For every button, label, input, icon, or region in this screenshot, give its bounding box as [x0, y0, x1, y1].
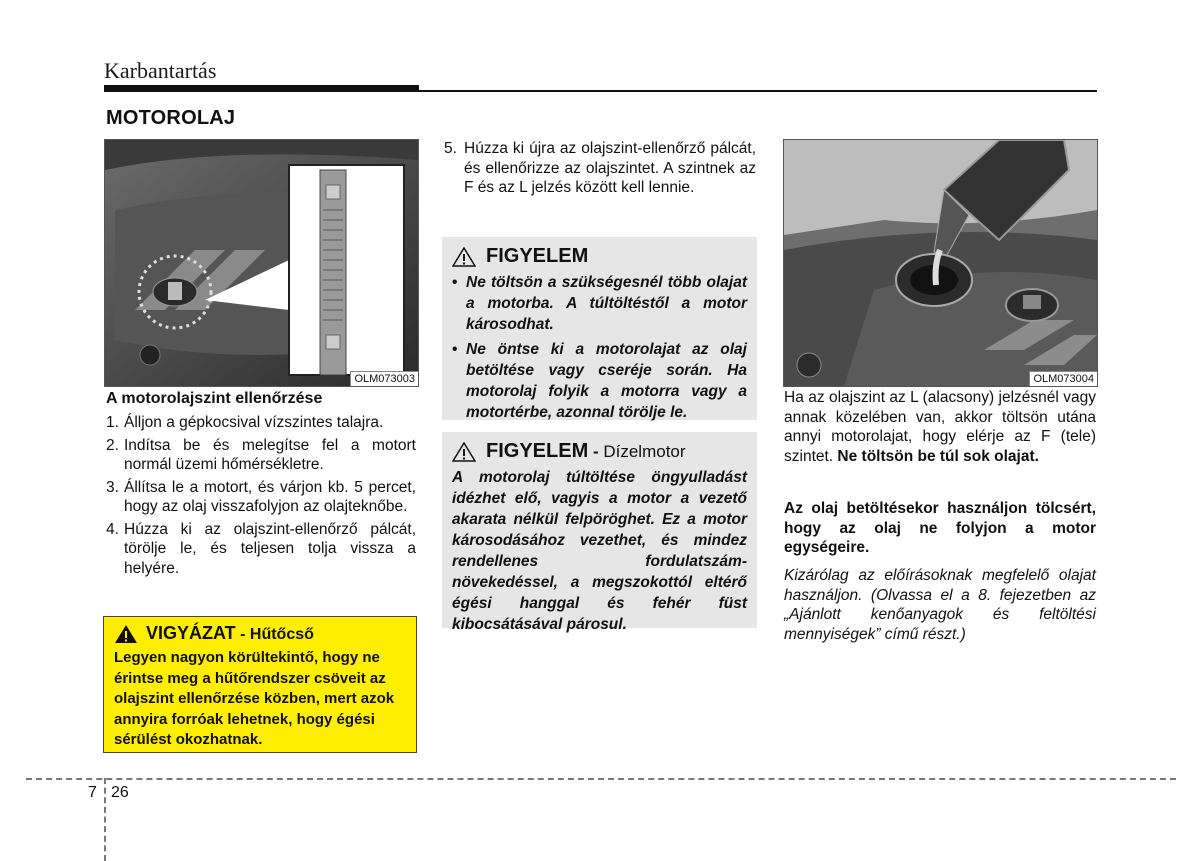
warning-dash: - [588, 442, 604, 461]
step-number: 1. [106, 414, 119, 431]
figure-code: OLM073004 [1029, 371, 1097, 386]
step-text: Álljon a gépkocsival vízszintes talajra. [124, 414, 384, 431]
caution-dash: - [235, 626, 250, 643]
step-text: Állítsa le a motort, és várjon kb. 5 percet, hogy az olaj visszafolyjon az olajteknőbe. [124, 478, 416, 515]
paragraph-funnel: Az olaj betöltésekor használjon tölcsért, hogy az olaj ne folyjon a motor egységeire. [784, 500, 1096, 556]
warning-text: A motorolaj túltöltése öngyulladást idézhet elő, vagyis a motor a vezető akarata nélkül felpöröghet. Ez a motor károsodásához vezethet, és mindez rendellenes fordulatszám-növekedéssel, a megszokottól eltérő égési hanggal és fehér füst kibocsátásával párosul. [452, 469, 747, 633]
warning-title [486, 440, 686, 463]
caution-header [114, 623, 406, 644]
list-item [106, 413, 416, 433]
warning-title: FIGYELEM [486, 245, 589, 267]
list-item [106, 478, 416, 517]
warning-box [442, 237, 757, 420]
paragraph-oil-level [784, 388, 1096, 466]
list-item [452, 339, 747, 423]
subheading: A motorolajszint ellenőrzése [106, 390, 323, 407]
bullet-text: Ne öntse ki a motorolajat az olaj betöltése vagy cseréje során. Ha motorolaj folyik a motorra vagy a motortérbe, azonnal törölje le. [466, 341, 747, 421]
section-title: MOTOROLAJ [106, 107, 236, 129]
list-item [106, 520, 416, 579]
warning-header [452, 440, 747, 463]
paragraph-oil-spec: Kizárólag az előírásoknak megfelelő olajat használjon. (Olvassa el a 8. fejezetben az „Ajánlott kenőanyagok és feltöltési mennyiségek” című részt.) [784, 567, 1096, 643]
step-text: Húzza ki az olajszint-ellenőrző pálcát, törölje le, és teljesen tolja vissza a helyére. [124, 520, 416, 577]
paragraph-text: Ha az olajszint az L (alacsony) jelzésnél vagy annak közelében van, akkor töltsön utána annyi motorolajat, hogy elérje az F (tele) szintet. [784, 389, 1096, 465]
step-number: 4. [106, 520, 119, 538]
step-number: 3. [106, 478, 119, 496]
bullet: • [452, 341, 458, 358]
dipstick-illustration [105, 140, 418, 386]
figure-code: OLM073003 [350, 371, 418, 386]
warning-triangle-icon [452, 247, 476, 267]
caution-title-text: VIGYÁZAT [146, 623, 236, 643]
header-rule-thick [104, 85, 419, 92]
step-text: Indítsa be és melegítse fel a motort normál üzemi hőmérsékletre. [124, 436, 416, 473]
step-number: 2. [106, 436, 119, 454]
footer-divider [26, 778, 1176, 780]
warning-box-diesel [442, 432, 757, 633]
step-5 [444, 139, 756, 198]
caution-subtitle: Hűtőcső [249, 626, 314, 643]
caution-box [103, 616, 417, 753]
footer-vertical-divider [104, 778, 106, 861]
list-item [106, 436, 416, 475]
figure-oil-pouring [783, 139, 1098, 387]
chapter-title: Karbantartás [104, 58, 217, 83]
warning-header [452, 245, 747, 268]
steps-list [106, 413, 416, 581]
step-text: Húzza ki újra az olajszint-ellenőrző pálcát, és ellenőrizze az olajszintet. A szintnek az F és az L jelzés között kell lennie. [464, 140, 756, 196]
figure-dipstick [104, 139, 419, 387]
bullet: • [452, 274, 458, 291]
oil-pouring-illustration [784, 140, 1097, 386]
chapter-number: 7 [88, 784, 97, 801]
bullet-text: Ne töltsön a szükségesnél több olajat a motorba. A túltöltéstől a motor károsodhat. [466, 274, 747, 333]
warning-triangle-icon [114, 624, 138, 644]
caution-text: Legyen nagyon körültekintő, hogy ne érintse meg a hűtőrendszer csöveit az olajszint ellenőrzése közben, mert azok annyira forróak lehetnek, hogy égési sérülést okozhatnak. [114, 649, 395, 748]
step-number: 5. [444, 140, 457, 157]
warning-subtitle: Dízelmotor [603, 442, 686, 461]
list-item [452, 272, 747, 335]
warning-bullets [452, 272, 747, 423]
page-number: 26 [111, 784, 129, 801]
paragraph-bold-text: Ne töltsön be túl sok olajat. [837, 447, 1039, 465]
warning-triangle-icon [452, 442, 476, 462]
warning-title-text: FIGYELEM [486, 440, 589, 462]
header-rule-thin [419, 90, 1097, 92]
caution-title [146, 623, 314, 644]
